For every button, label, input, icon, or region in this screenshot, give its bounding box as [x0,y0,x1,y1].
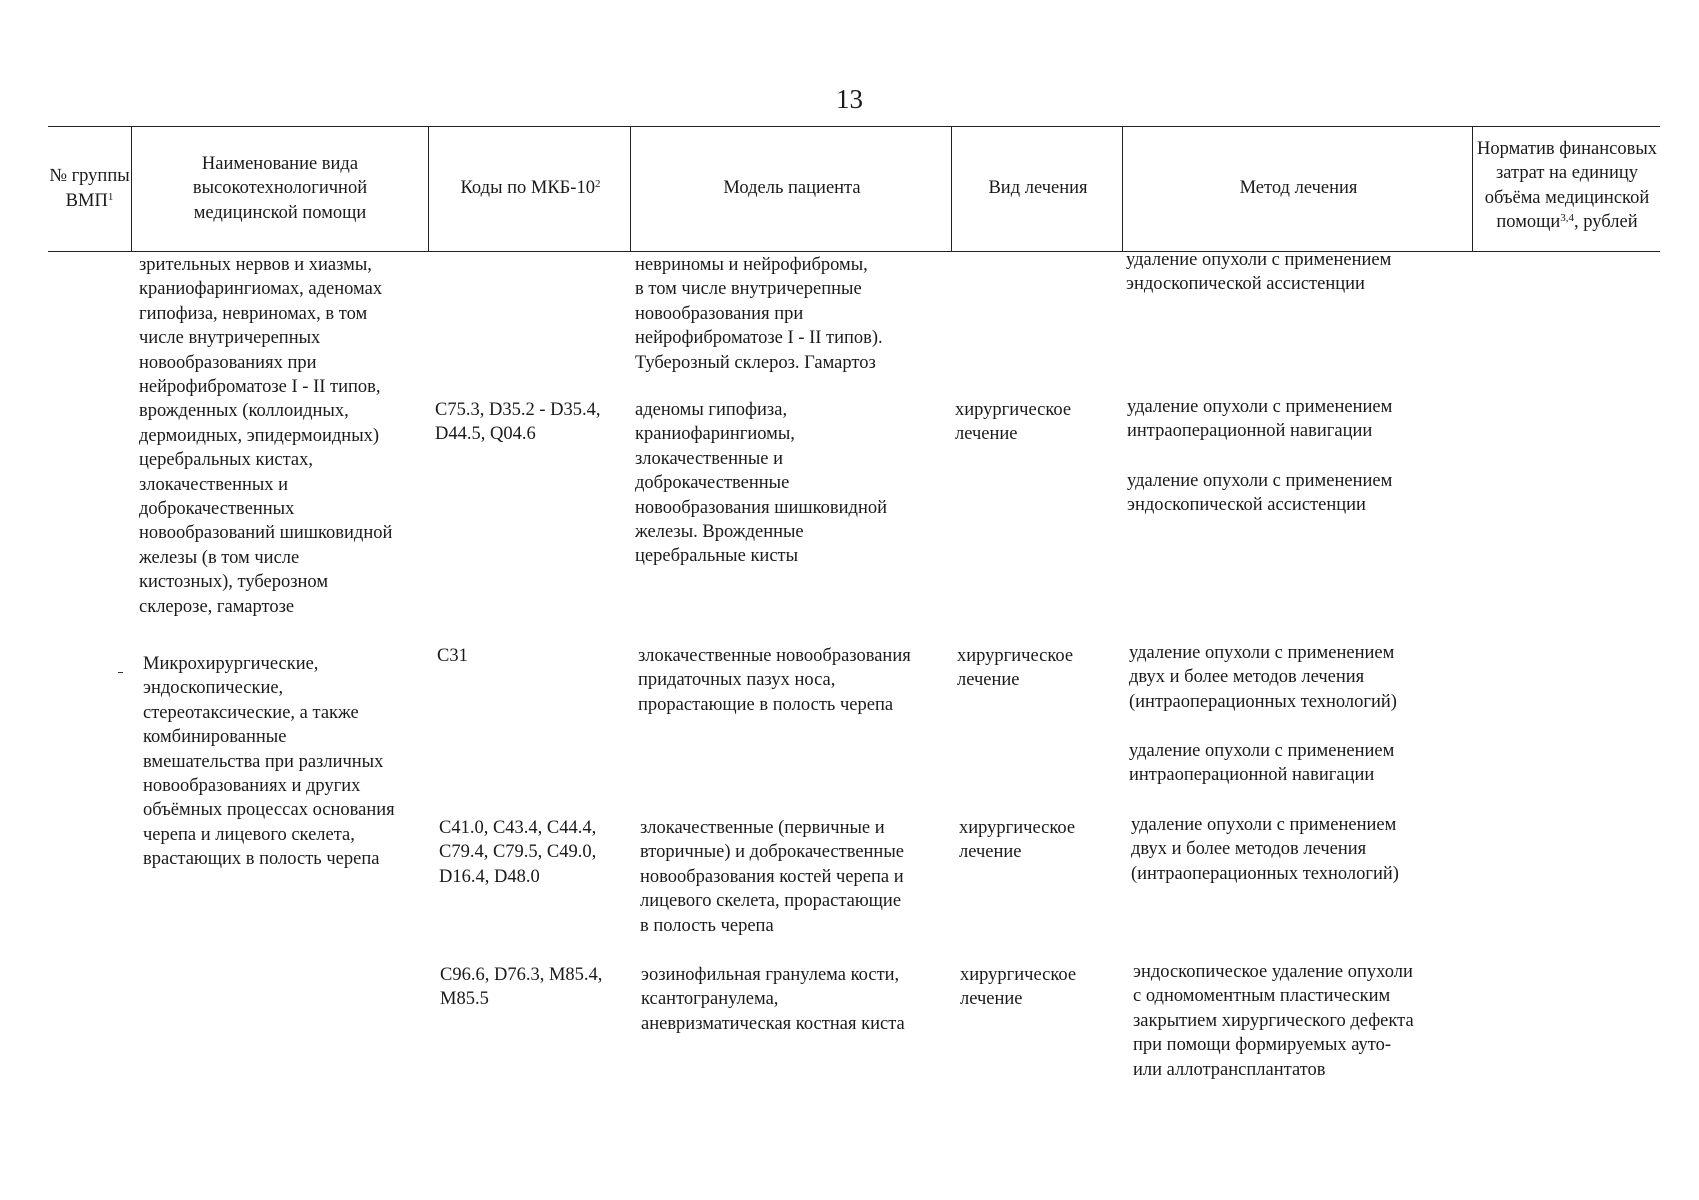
header-divider-3 [630,126,631,251]
treatment-method-cell: удаление опухоли с применением двух и более методов лечения (интраоперационных технологий) [1129,643,1397,712]
patient-model-cell: эозинофильная гранулема кости, ксантогранулема, аневризматическая костная киста [641,965,905,1034]
header-cost-norm: Норматив финансовых затрат на единицу объёма медицинской помощи$^{3,4}$, рублей [1476,138,1657,232]
treatment-method-cell: удаление опухоли с применением двух и более методов лечения (интраоперационных технологий) [1131,815,1399,884]
patient-model-cell: аденомы гипофиза, краниофарингиомы, злокачественные и доброкачественные новообразования шишковидной железы. Врожденные церебральные кисты [635,400,888,567]
patient-model-cell: злокачественные новообразования придаточных пазух носа, прорастающие в полость черепа [638,646,911,715]
icd-codes-cell: C41.0, C43.4, C44.4, C79.4, C79.5, C49.0, D16.4, D48.0 [439,818,597,887]
header-divider-5 [1122,126,1123,251]
vmp-name-cell-1: зрительных нервов и хиазмы, краниофарингиомах, аденомах гипофиза, невриномах, в том числе внутричерепных новообразованиях при нейрофиброматозе I - II типов, врожденных (коллоидных, дермоидных, эпидермоидных) церебральных кистах, злокачественных и доброкачественных новообразований шишковидной железы (в том числе кистозных), туберозном склерозе, гамартозе [139,255,393,617]
treatment-method-cell: эндоскопическое удаление опухоли с одномоментным пластическим закрытием хирургического дефекта при помощи формируемых ауто- или аллотрансплантатов [1133,962,1414,1080]
treatment-type-cell: хирургическое лечение [955,400,1072,445]
treatment-method-cell: удаление опухоли с применением эндоскопической ассистенции [1126,250,1392,295]
header-group-number: № группы ВМП$^1$ [49,166,130,211]
header-divider-6 [1472,126,1473,251]
treatment-method-cell: удаление опухоли с применением интраоперационной навигации [1129,741,1395,786]
header-divider-1 [131,126,132,251]
stray-dash-mark [118,672,123,673]
header-divider-2 [428,126,429,251]
treatment-method-cell: удаление опухоли с применением эндоскопической ассистенции [1127,471,1393,516]
treatment-type-cell: хирургическое лечение [957,646,1074,691]
header-vmp-name: Наименование вида высокотехнологичной медицинской помощи [192,153,368,223]
header-treatment-type: Вид лечения [988,178,1088,199]
header-icd-codes: Коды по МКБ-$10^2$ [460,178,601,199]
treatment-type-cell: хирургическое лечение [960,965,1077,1010]
icd-codes-cell: C96.6, D76.3, M85.4, M85.5 [440,965,603,1010]
treatment-type-cell: хирургическое лечение [959,818,1076,863]
icd-codes-cell: C31 [437,646,468,666]
treatment-method-cell: удаление опухоли с применением интраоперационной навигации [1127,397,1393,442]
header-patient-model: Модель пациента [723,178,861,199]
header-divider-4 [951,126,952,251]
patient-model-cell: невриномы и нейрофибромы, в том числе внутричерепные новообразования при нейрофиброматозе I - II типов). Туберозный склероз. Гамартоз [635,255,883,373]
icd-codes-cell: C75.3, D35.2 - D35.4, D44.5, Q04.6 [435,400,601,445]
patient-model-cell: злокачественные (первичные и вторичные) и доброкачественные новообразования костей черепа и лицевого скелета, прорастающие в полость черепа [640,818,904,936]
header-treatment-method: Метод лечения [1239,178,1358,199]
vmp-name-cell-2: Микрохирургические, эндоскопические, стереотаксические, а также комбинированные вмешательства при различных новообразованиях и других объёмных процессах основания черепа и лицевого скелета, врастающих в полость черепа [143,654,395,870]
page-number: 13 [836,84,863,114]
